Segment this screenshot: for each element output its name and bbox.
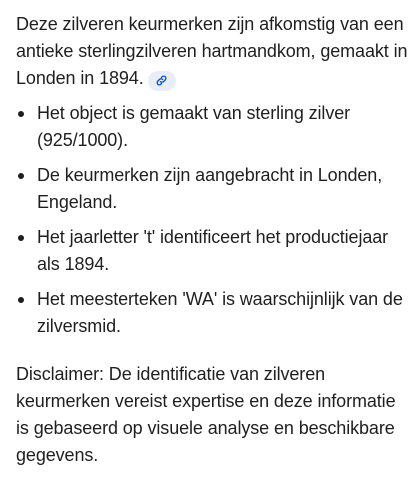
bullet-text: De keurmerken zijn aangebracht in Londen, Engeland.	[37, 165, 383, 212]
intro-text: Deze zilveren keurmerken zijn afkomstig van een antieke sterlingzilveren hartmandkom, gemaakt in Londen in 1894.	[16, 14, 408, 88]
bullet-dot	[18, 235, 24, 241]
bullet-dot	[18, 111, 24, 117]
disclaimer-paragraph: Disclaimer: De identificatie van zilveren keurmerken vereist expertise en deze informatie is gebaseerd op visuele analyse en beschikbare gegevens.	[16, 364, 396, 465]
bullet-list	[16, 100, 408, 340]
bullet-text: Het jaarletter 't' identificeert het productiejaar als 1894.	[37, 227, 389, 274]
bullet-text: Het meesterteken 'WA' is waarschijnlijk van de zilversmid.	[37, 289, 403, 336]
list-item	[16, 224, 408, 278]
bullet-dot	[18, 297, 24, 303]
list-item	[16, 100, 408, 154]
source-link-chip[interactable]	[148, 71, 176, 91]
link-icon	[155, 74, 168, 87]
bullet-text: Het object is gemaakt van sterling zilver (925/1000).	[37, 103, 351, 150]
list-item	[16, 162, 408, 216]
intro-paragraph	[16, 11, 408, 92]
list-item	[16, 286, 408, 340]
bullet-dot	[18, 173, 24, 179]
